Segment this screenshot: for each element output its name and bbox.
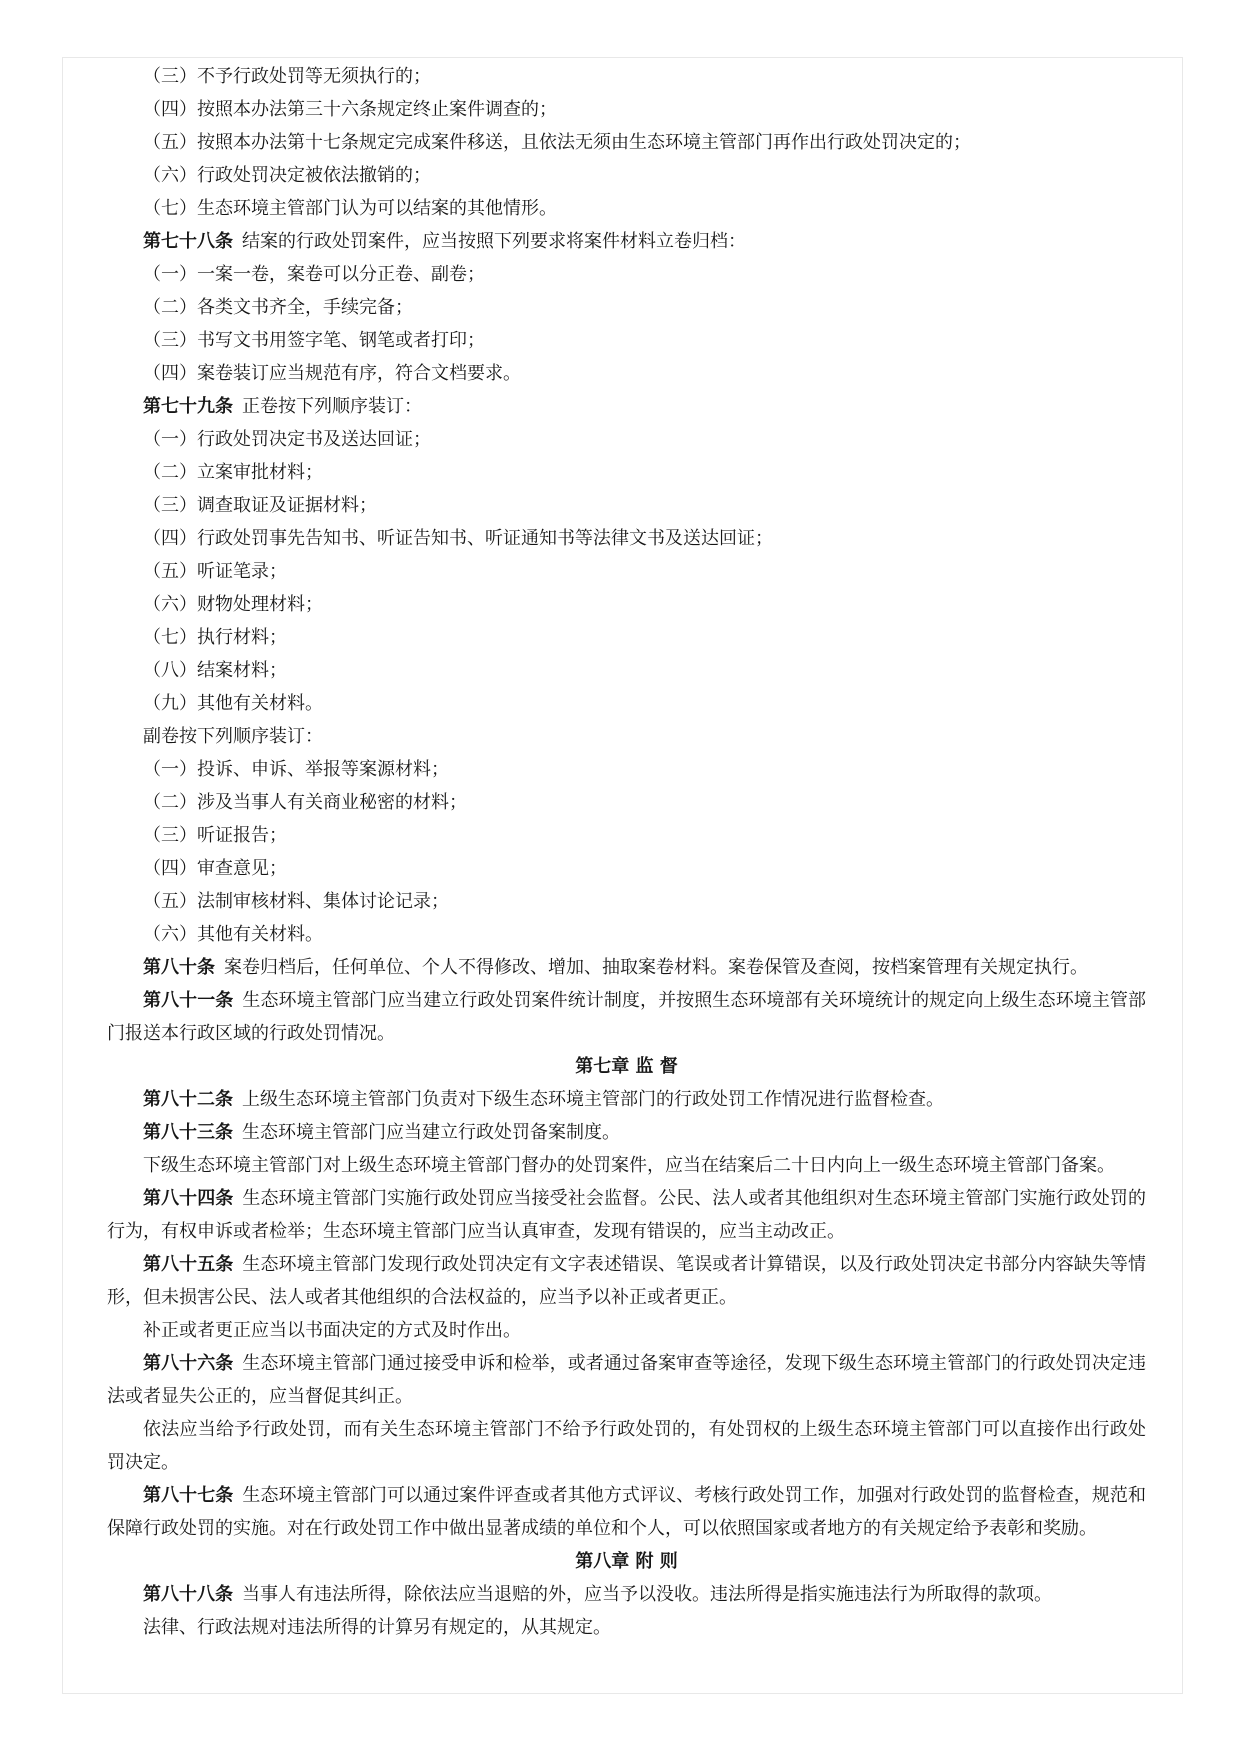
article-text: 案卷归档后，任何单位、个人不得修改、增加、抽取案卷材料。案卷保管及查阅，按档案管理有关规定执行。 (224, 957, 1088, 978)
list-item-paragraph: （五）法制审核材料、集体讨论记录； (143, 891, 449, 912)
list-item-paragraph: （七）执行材料； (143, 627, 287, 648)
list-item-paragraph: （四）案卷装订应当规范有序，符合文档要求。 (143, 363, 521, 384)
document-page (62, 57, 1183, 1694)
list-item-paragraph: （一）一案一卷，案卷可以分正卷、副卷； (143, 264, 485, 285)
chapter-heading: 第八章 附 则 (575, 1551, 678, 1572)
article-text: 上级生态环境主管部门负责对下级生态环境主管部门的行政处罚工作情况进行监督检查。 (242, 1089, 944, 1110)
article-paragraph (107, 1578, 1146, 1611)
list-item-paragraph: （六）财物处理材料； (143, 594, 323, 615)
article-paragraph (107, 1347, 1146, 1413)
list-item-paragraph: （三）调查取证及证据材料； (143, 495, 377, 516)
article-number-label: 第八十七条 (143, 1485, 234, 1506)
article-number-label: 第八十五条 (143, 1254, 234, 1275)
article-paragraph (107, 1116, 1146, 1149)
list-item-paragraph: （四）行政处罚事先告知书、听证告知书、听证通知书等法律文书及送达回证； (143, 528, 773, 549)
list-item-paragraph: （八）结案材料； (143, 660, 287, 681)
article-text: 结案的行政处罚案件，应当按照下列要求将案件材料立卷归档： (242, 231, 746, 252)
list-item-paragraph: （三）书写文书用签字笔、钢笔或者打印； (143, 330, 485, 351)
body-paragraph: 法律、行政法规对违法所得的计算另有规定的，从其规定。 (143, 1617, 611, 1638)
list-item-paragraph: （三）不予行政处罚等无须执行的； (143, 66, 431, 87)
list-item-paragraph: （二）各类文书齐全，手续完备； (143, 297, 413, 318)
article-number-label: 第八十一条 (143, 990, 234, 1011)
list-item-paragraph: （三）听证报告； (143, 825, 287, 846)
list-item-paragraph: （一）投诉、申诉、举报等案源材料； (143, 759, 449, 780)
article-text: 当事人有违法所得，除依法应当退赔的外，应当予以没收。违法所得是指实施违法行为所取得的款项。 (242, 1584, 1052, 1605)
list-item-paragraph: （七）生态环境主管部门认为可以结案的其他情形。 (143, 198, 557, 219)
list-item-paragraph: （四）按照本办法第三十六条规定终止案件调查的； (143, 99, 557, 120)
list-item-paragraph: （五）按照本办法第十七条规定完成案件移送，且依法无须由生态环境主管部门再作出行政处罚决定的； (143, 132, 971, 153)
list-item-paragraph: （五）听证笔录； (143, 561, 287, 582)
chapter-heading: 第七章 监 督 (575, 1056, 678, 1077)
article-paragraph (107, 984, 1146, 1050)
article-paragraph (107, 951, 1146, 984)
article-paragraph (107, 1248, 1146, 1314)
list-item-paragraph: （四）审查意见； (143, 858, 287, 879)
list-item-paragraph: （九）其他有关材料。 (143, 693, 323, 714)
list-item-paragraph: （二）立案审批材料； (143, 462, 323, 483)
article-number-label: 第八十二条 (143, 1089, 233, 1110)
article-paragraph (107, 225, 1146, 258)
list-item-paragraph: （六）行政处罚决定被依法撤销的； (143, 165, 431, 186)
article-text: 生态环境主管部门实施行政处罚应当接受社会监督。公民、法人或者其他组织对生态环境主管部门实施行政处罚的行为，有权申诉或者检举；生态环境主管部门应当认真审查，发现有错误的，应当主动改正。 (107, 1188, 1146, 1242)
article-paragraph (107, 1083, 1146, 1116)
article-number-label: 第八十六条 (143, 1353, 234, 1374)
article-paragraph (107, 1479, 1146, 1545)
body-paragraph: 补正或者更正应当以书面决定的方式及时作出。 (143, 1320, 521, 1341)
body-paragraph: 下级生态环境主管部门对上级生态环境主管部门督办的处罚案件，应当在结案后二十日内向上一级生态环境主管部门备案。 (143, 1155, 1115, 1176)
body-paragraph: 依法应当给予行政处罚，而有关生态环境主管部门不给予行政处罚的，有处罚权的上级生态环境主管部门可以直接作出行政处罚决定。 (107, 1419, 1146, 1473)
article-text: 生态环境主管部门应当建立行政处罚备案制度。 (242, 1122, 620, 1143)
article-text: 生态环境主管部门通过接受申诉和检举，或者通过备案审查等途径，发现下级生态环境主管部门的行政处罚决定违法或者显失公正的，应当督促其纠正。 (107, 1353, 1146, 1407)
article-number-label: 第七十九条 (143, 396, 233, 417)
article-number-label: 第八十三条 (143, 1122, 233, 1143)
article-text: 生态环境主管部门应当建立行政处罚案件统计制度，并按照生态环境部有关环境统计的规定向上级生态环境主管部门报送本行政区域的行政处罚情况。 (107, 990, 1146, 1044)
list-item-paragraph: （六）其他有关材料。 (143, 924, 323, 945)
list-item-paragraph: （一）行政处罚决定书及送达回证； (143, 429, 431, 450)
article-number-label: 第七十八条 (143, 231, 233, 252)
article-text: 生态环境主管部门可以通过案件评查或者其他方式评议、考核行政处罚工作，加强对行政处罚的监督检查，规范和保障行政处罚的实施。对在行政处罚工作中做出显著成绩的单位和个人，可以依照国家或者地方的有关规定给予表彰和奖励。 (107, 1485, 1146, 1539)
article-paragraph (107, 1182, 1146, 1248)
article-number-label: 第八十四条 (143, 1188, 234, 1209)
article-number-label: 第八十八条 (143, 1584, 233, 1605)
article-number-label: 第八十条 (143, 957, 215, 978)
body-paragraph: 副卷按下列顺序装订： (143, 726, 323, 747)
article-paragraph (107, 390, 1146, 423)
list-item-paragraph: （二）涉及当事人有关商业秘密的材料； (143, 792, 467, 813)
article-text: 生态环境主管部门发现行政处罚决定有文字表述错误、笔误或者计算错误，以及行政处罚决定书部分内容缺失等情形，但未损害公民、法人或者其他组织的合法权益的，应当予以补正或者更正。 (107, 1254, 1146, 1308)
article-text: 正卷按下列顺序装订： (242, 396, 422, 417)
